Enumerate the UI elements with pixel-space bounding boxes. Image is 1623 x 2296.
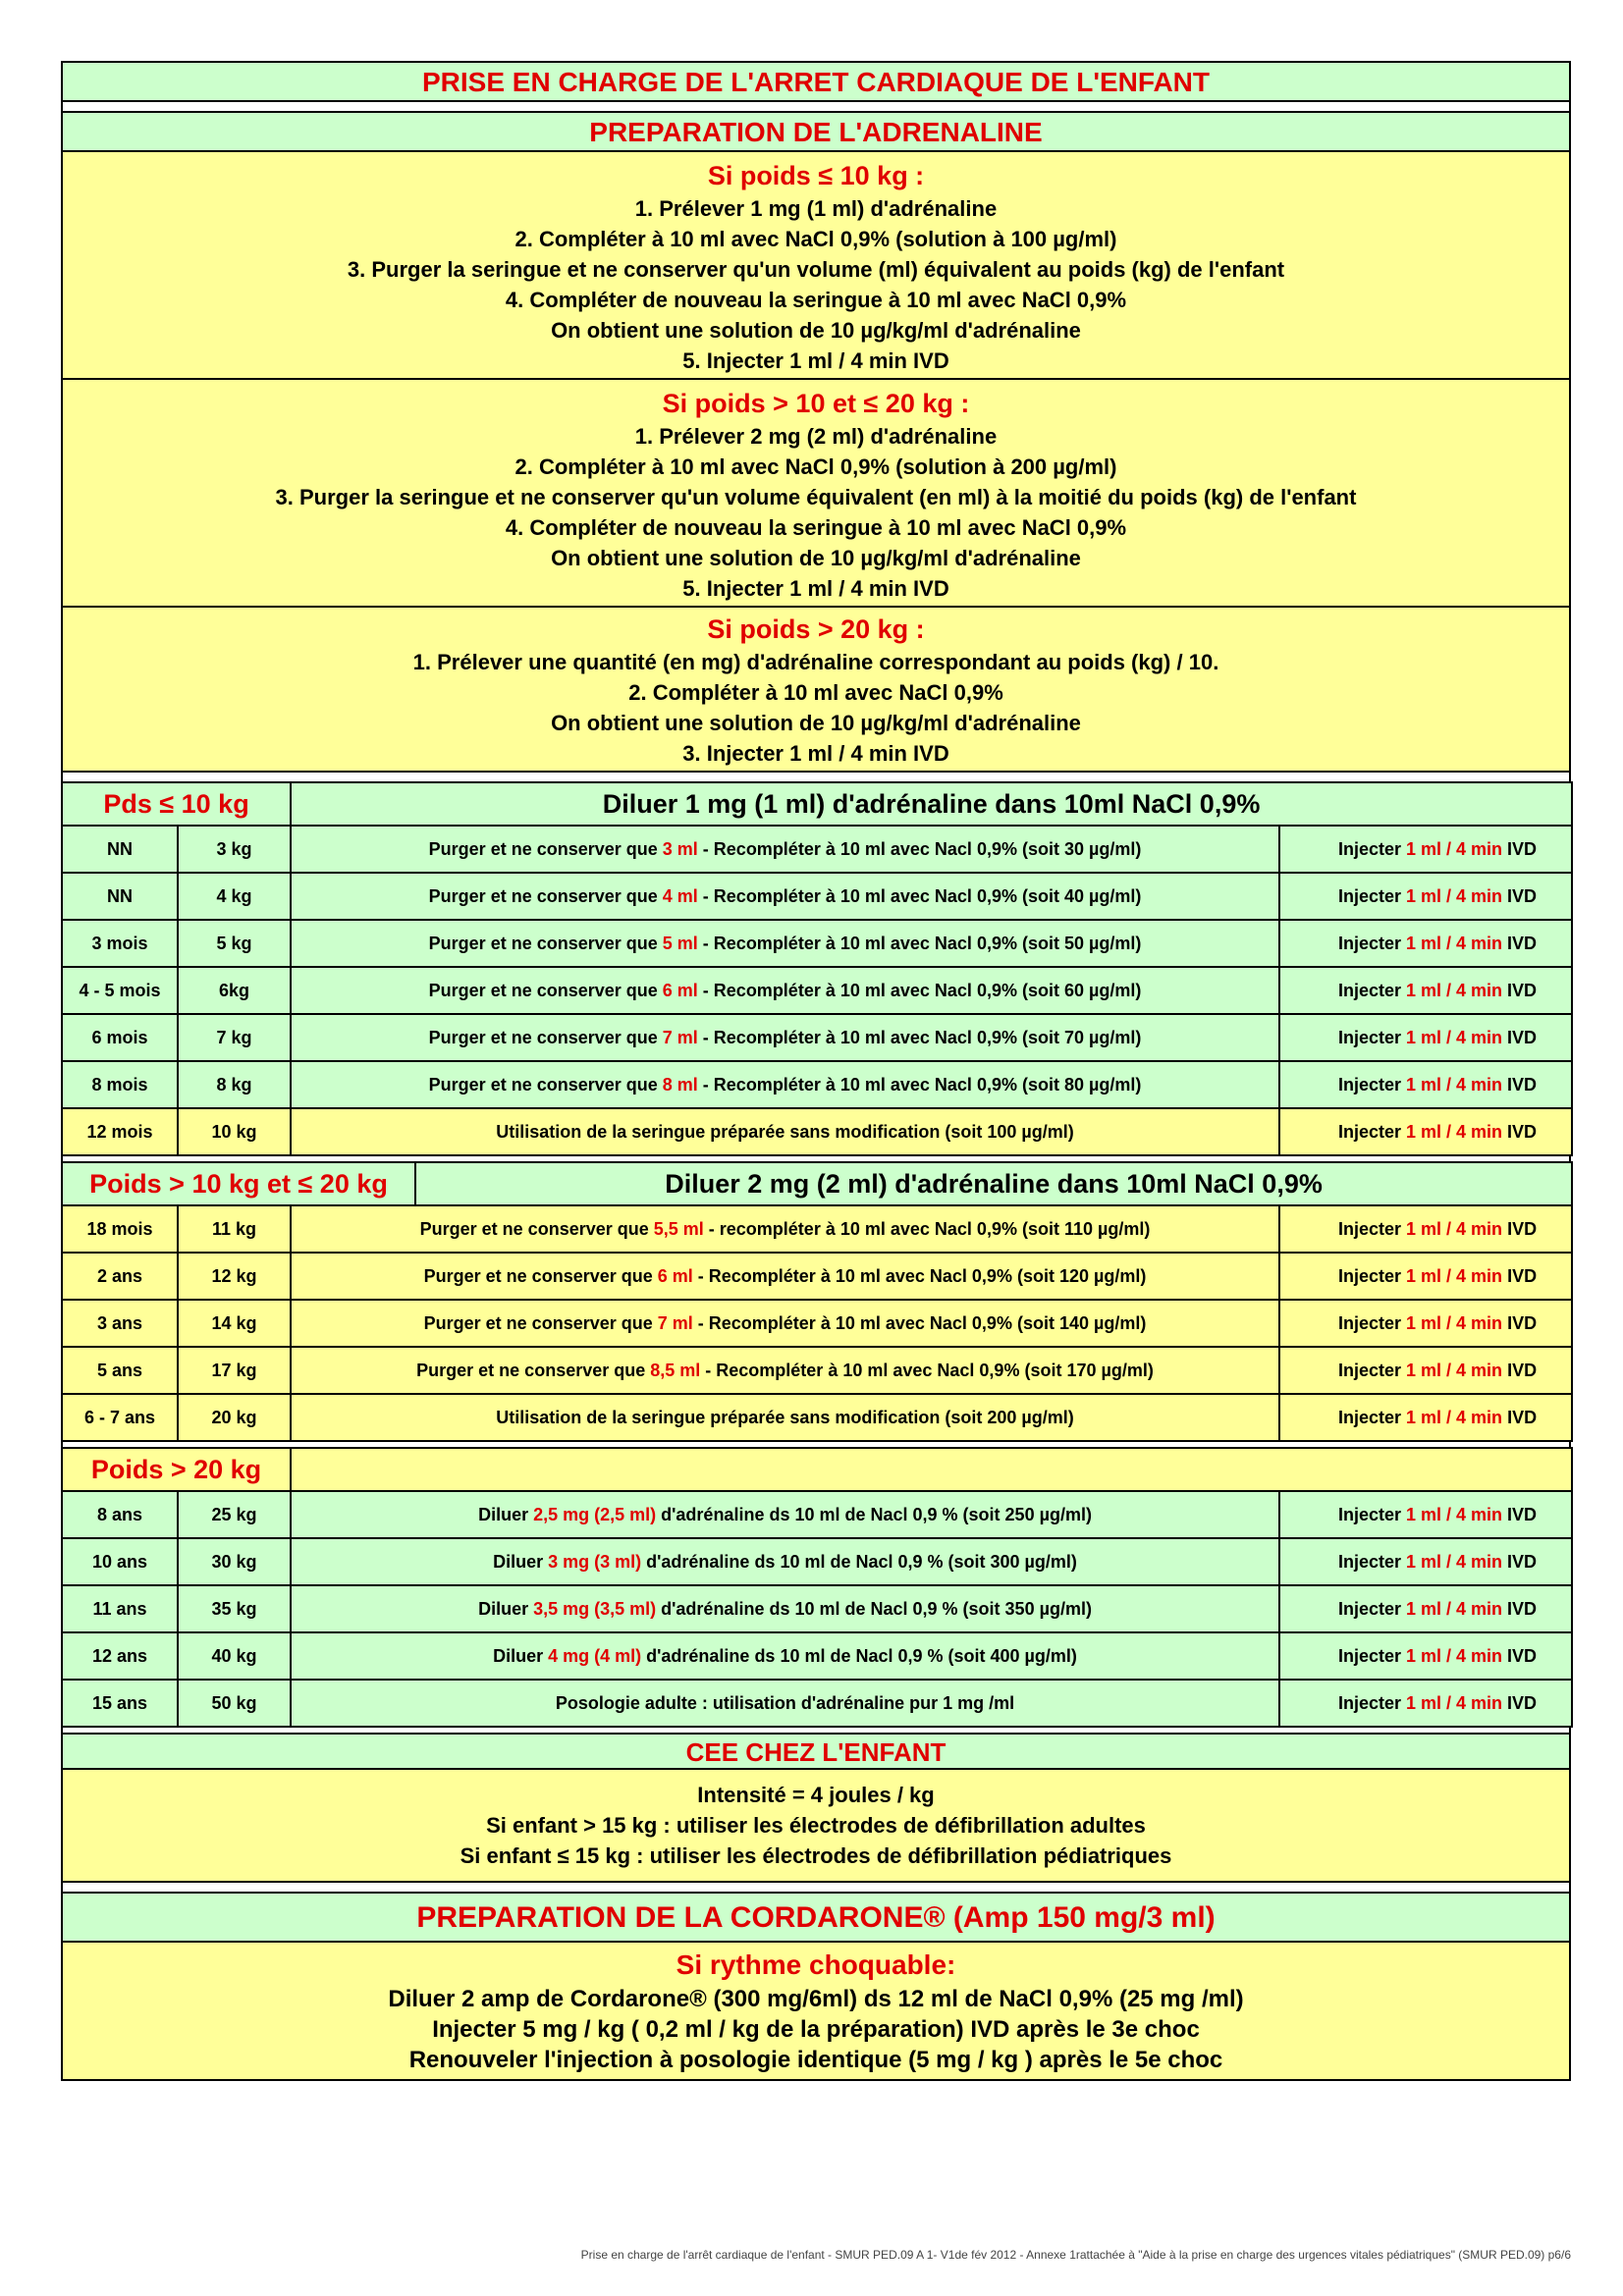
cordarone-title: PREPARATION DE LA CORDARONE® (Amp 150 mg/3 ml) <box>61 1892 1571 1943</box>
weight-cell: 3 kg <box>178 826 291 873</box>
inject-cell <box>1279 920 1572 967</box>
table-row <box>62 1538 1572 1585</box>
instruction-cell <box>291 920 1279 967</box>
document-page <box>61 61 1571 2081</box>
dose-highlight: 1 ml / 4 min <box>1406 885 1503 906</box>
inject-cell <box>1279 826 1572 873</box>
dose-highlight: 1 ml / 4 min <box>1406 1265 1503 1286</box>
age-cell: 6 - 7 ans <box>62 1394 178 1441</box>
weight-cell: 14 kg <box>178 1300 291 1347</box>
inject-cell <box>1279 1491 1572 1538</box>
instruction-text: IVD <box>1502 1074 1538 1095</box>
instruction-text: Purger et ne conserver que <box>428 838 663 859</box>
inject-cell <box>1279 1538 1572 1585</box>
section-line: 2. Compléter à 10 ml avec NaCl 0,9% (solution à 200 µg/ml) <box>514 454 1117 479</box>
cee-line: Si enfant ≤ 15 kg : utiliser les électrodes de défibrillation pédiatriques <box>460 1843 1172 1868</box>
dose-highlight: 4 mg (4 ml) <box>548 1645 642 1666</box>
instruction-text: IVD <box>1502 1692 1538 1713</box>
dose-highlight: 3,5 mg (3,5 ml) <box>533 1598 657 1619</box>
instruction-text: Injecter <box>1337 1027 1406 1047</box>
instruction-text: - Recompléter à 10 ml avec Nacl 0,9% (soit 60 µg/ml) <box>697 980 1142 1000</box>
dose-highlight: 2,5 mg (2,5 ml) <box>533 1504 657 1524</box>
section-heading: Si poids ≤ 10 kg : <box>707 161 925 190</box>
instruction-text: - Recompléter à 10 ml avec Nacl 0,9% (soit 140 µg/ml) <box>692 1312 1147 1333</box>
instruction-cell <box>291 1538 1279 1585</box>
section-heading: Si poids > 10 et ≤ 20 kg : <box>662 389 970 418</box>
dose-highlight: 1 ml / 4 min <box>1406 1504 1503 1524</box>
dose-highlight: 1 ml / 4 min <box>1406 1121 1503 1142</box>
instruction-text: IVD <box>1502 933 1538 953</box>
dose-highlight: 1 ml / 4 min <box>1406 1645 1503 1666</box>
section-line: 5. Injecter 1 ml / 4 min IVD <box>682 576 949 601</box>
section-line: 4. Compléter de nouveau la seringue à 10 ml avec NaCl 0,9% <box>505 288 1127 312</box>
dosage-table-gt-20kg <box>61 1447 1573 1728</box>
age-cell: 3 ans <box>62 1300 178 1347</box>
dilution-label: Diluer 2 mg (2 ml) d'adrénaline dans 10ml NaCl 0,9% <box>415 1162 1572 1205</box>
instruction-text: Utilisation de la seringue préparée sans modification (soit 100 µg/ml) <box>496 1121 1074 1142</box>
dose-highlight: 1 ml / 4 min <box>1406 1598 1503 1619</box>
instruction-text: - Recompléter à 10 ml avec Nacl 0,9% (soit 120 µg/ml) <box>692 1265 1147 1286</box>
weight-cell: 5 kg <box>178 920 291 967</box>
cordarone-box <box>61 1943 1571 2081</box>
instruction-text: Injecter <box>1337 1312 1407 1333</box>
section-line: On obtient une solution de 10 µg/kg/ml d'adrénaline <box>551 318 1081 343</box>
dose-highlight: 1 ml / 4 min <box>1406 838 1503 859</box>
weight-cell: 40 kg <box>178 1632 291 1680</box>
instruction-cell <box>291 1205 1279 1253</box>
instruction-text: d'adrénaline ds 10 ml de Nacl 0,9 % (soit 250 µg/ml) <box>656 1504 1092 1524</box>
instruction-cell <box>291 1491 1279 1538</box>
group-label: Poids > 10 kg et ≤ 20 kg <box>62 1162 415 1205</box>
section-line: 5. Injecter 1 ml / 4 min IVD <box>682 348 949 373</box>
weight-cell: 20 kg <box>178 1394 291 1441</box>
inject-cell <box>1279 1632 1572 1680</box>
cee-title: CEE CHEZ L'ENFANT <box>61 1733 1571 1770</box>
instruction-text: Injecter <box>1337 1218 1407 1239</box>
weight-cell: 35 kg <box>178 1585 291 1632</box>
instruction-text: Injecter <box>1337 1551 1406 1572</box>
weight-cell: 7 kg <box>178 1014 291 1061</box>
age-cell: 5 ans <box>62 1347 178 1394</box>
instruction-text: Injecter <box>1337 1504 1406 1524</box>
age-cell: 8 mois <box>62 1061 178 1108</box>
table-row <box>62 1061 1572 1108</box>
instruction-text: Injecter <box>1337 1265 1407 1286</box>
inject-cell <box>1279 1253 1572 1300</box>
age-cell: 4 - 5 mois <box>62 967 178 1014</box>
instruction-text: Diluer <box>493 1551 549 1572</box>
instruction-text: IVD <box>1502 1504 1538 1524</box>
instruction-text: IVD <box>1502 1645 1538 1666</box>
dosage-table-le-10kg <box>61 781 1573 1156</box>
inject-cell <box>1279 1108 1572 1155</box>
section-line: 3. Injecter 1 ml / 4 min IVD <box>682 741 949 766</box>
age-cell: 3 mois <box>62 920 178 967</box>
dilution-label <box>291 1448 1572 1491</box>
age-cell: NN <box>62 873 178 920</box>
instruction-text: Purger et ne conserver que <box>428 1074 663 1095</box>
dose-highlight: 1 ml / 4 min <box>1406 1074 1503 1095</box>
cee-box <box>61 1770 1571 1883</box>
table-row <box>62 1347 1572 1394</box>
instruction-text: - Recompléter à 10 ml avec Nacl 0,9% (soit 50 µg/ml) <box>697 933 1142 953</box>
dose-highlight: 8 ml <box>662 1074 698 1095</box>
instruction-text: d'adrénaline ds 10 ml de Nacl 0,9 % (soit 350 µg/ml) <box>656 1598 1092 1619</box>
separator <box>61 1883 1571 1892</box>
dose-highlight: 1 ml / 4 min <box>1406 933 1503 953</box>
table-row <box>62 1253 1572 1300</box>
dose-highlight: 1 ml / 4 min <box>1406 1312 1503 1333</box>
instruction-text: Injecter <box>1337 1360 1407 1380</box>
dosage-table-10-20kg <box>61 1161 1573 1442</box>
weight-cell: 12 kg <box>178 1253 291 1300</box>
instruction-text: Injecter <box>1337 1692 1406 1713</box>
instruction-text: Injecter <box>1337 1598 1406 1619</box>
weight-cell: 8 kg <box>178 1061 291 1108</box>
inject-cell <box>1279 1014 1572 1061</box>
instruction-text: IVD <box>1502 1218 1538 1239</box>
inject-cell <box>1279 1347 1572 1394</box>
adrenaline-section-2 <box>61 380 1571 608</box>
instruction-cell <box>291 1253 1279 1300</box>
instruction-cell <box>291 1061 1279 1108</box>
dose-highlight: 3 ml <box>662 838 698 859</box>
cordarone-line: Injecter 5 mg / kg ( 0,2 ml / kg de la préparation) IVD après le 3e choc <box>432 2016 1200 2043</box>
instruction-text: Utilisation de la seringue préparée sans modification (soit 200 µg/ml) <box>496 1407 1074 1427</box>
table-row <box>62 1632 1572 1680</box>
weight-cell: 11 kg <box>178 1205 291 1253</box>
instruction-text: - Recompléter à 10 ml avec Nacl 0,9% (soit 70 µg/ml) <box>697 1027 1142 1047</box>
instruction-text: Diluer <box>478 1504 534 1524</box>
age-cell: 10 ans <box>62 1538 178 1585</box>
section-line: 2. Compléter à 10 ml avec NaCl 0,9% (solution à 100 µg/ml) <box>514 227 1117 251</box>
weight-cell: 25 kg <box>178 1491 291 1538</box>
table-row <box>62 920 1572 967</box>
section-line: 4. Compléter de nouveau la seringue à 10 ml avec NaCl 0,9% <box>505 515 1127 540</box>
instruction-text: IVD <box>1502 1598 1538 1619</box>
instruction-text: IVD <box>1502 1121 1538 1142</box>
inject-cell <box>1279 1300 1572 1347</box>
instruction-text: IVD <box>1502 838 1538 859</box>
instruction-text: Purger et ne conserver que <box>423 1312 658 1333</box>
instruction-text: - Recompléter à 10 ml avec Nacl 0,9% (soit 30 µg/ml) <box>697 838 1142 859</box>
instruction-cell <box>291 1014 1279 1061</box>
instruction-cell <box>291 967 1279 1014</box>
instruction-text: d'adrénaline ds 10 ml de Nacl 0,9 % (soit 400 µg/ml) <box>641 1645 1077 1666</box>
section-line: 3. Purger la seringue et ne conserver qu'un volume (ml) équivalent au poids (kg) de l'enfant <box>347 257 1285 282</box>
instruction-text: - Recompléter à 10 ml avec Nacl 0,9% (soit 170 µg/ml) <box>700 1360 1154 1380</box>
instruction-text: Purger et ne conserver que <box>419 1218 654 1239</box>
dose-highlight: 6 ml <box>657 1265 693 1286</box>
cee-line: Intensité = 4 joules / kg <box>697 1783 935 1807</box>
instruction-cell <box>291 826 1279 873</box>
instruction-text: Injecter <box>1337 885 1406 906</box>
instruction-cell <box>291 1394 1279 1441</box>
dose-highlight: 1 ml / 4 min <box>1406 980 1503 1000</box>
instruction-text: Injecter <box>1337 933 1406 953</box>
cordarone-line: Diluer 2 amp de Cordarone® (300 mg/6ml) ds 12 ml de NaCl 0,9% (25 mg /ml) <box>388 1986 1244 2012</box>
page-title: PRISE EN CHARGE DE L'ARRET CARDIAQUE DE L'ENFANT <box>61 61 1571 102</box>
table-row <box>62 1394 1572 1441</box>
section-line: 3. Purger la seringue et ne conserver qu'un volume équivalent (en ml) à la moitié du poids (kg) de l'enfant <box>275 485 1357 509</box>
instruction-text: IVD <box>1502 1407 1538 1427</box>
table-row <box>62 1585 1572 1632</box>
section-heading: Si poids > 20 kg : <box>707 614 925 644</box>
section-line: 2. Compléter à 10 ml avec NaCl 0,9% <box>628 680 1003 705</box>
cee-line: Si enfant > 15 kg : utiliser les électrodes de défibrillation adultes <box>486 1813 1146 1838</box>
inject-cell <box>1279 1394 1572 1441</box>
weight-cell: 10 kg <box>178 1108 291 1155</box>
section-line: 1. Prélever une quantité (en mg) d'adrénaline correspondant au poids (kg) / 10. <box>412 650 1219 674</box>
instruction-text: d'adrénaline ds 10 ml de Nacl 0,9 % (soit 300 µg/ml) <box>641 1551 1077 1572</box>
instruction-text: IVD <box>1502 1027 1538 1047</box>
inject-cell <box>1279 1205 1572 1253</box>
separator <box>61 102 1571 111</box>
inject-cell <box>1279 1680 1572 1727</box>
separator <box>61 773 1571 781</box>
group-label: Poids > 20 kg <box>62 1448 291 1491</box>
section-line: On obtient une solution de 10 µg/kg/ml d'adrénaline <box>551 711 1081 735</box>
instruction-text: - Recompléter à 10 ml avec Nacl 0,9% (soit 40 µg/ml) <box>697 885 1142 906</box>
adrenaline-prep-title: PREPARATION DE L'ADRENALINE <box>61 111 1571 152</box>
inject-cell <box>1279 873 1572 920</box>
table-row <box>62 873 1572 920</box>
dose-highlight: 3 mg (3 ml) <box>548 1551 642 1572</box>
instruction-cell <box>291 1300 1279 1347</box>
table-row <box>62 967 1572 1014</box>
section-line: 1. Prélever 1 mg (1 ml) d'adrénaline <box>634 196 998 221</box>
table-row <box>62 1108 1572 1155</box>
instruction-text: Purger et ne conserver que <box>428 885 663 906</box>
table-row <box>62 1014 1572 1061</box>
dose-highlight: 5,5 ml <box>653 1218 704 1239</box>
dilution-label: Diluer 1 mg (1 ml) d'adrénaline dans 10ml NaCl 0,9% <box>291 782 1572 826</box>
cordarone-heading: Si rythme choquable: <box>676 1949 956 1980</box>
dose-highlight: 7 ml <box>657 1312 693 1333</box>
section-line: On obtient une solution de 10 µg/kg/ml d'adrénaline <box>551 546 1081 570</box>
table-row <box>62 1491 1572 1538</box>
adrenaline-section-1 <box>61 152 1571 380</box>
age-cell: 2 ans <box>62 1253 178 1300</box>
weight-cell: 17 kg <box>178 1347 291 1394</box>
instruction-cell <box>291 1347 1279 1394</box>
inject-cell <box>1279 1061 1572 1108</box>
instruction-cell <box>291 1585 1279 1632</box>
instruction-cell <box>291 1108 1279 1155</box>
dose-highlight: 7 ml <box>662 1027 698 1047</box>
instruction-text: Injecter <box>1337 838 1406 859</box>
table-row <box>62 1680 1572 1727</box>
age-cell: 8 ans <box>62 1491 178 1538</box>
instruction-text: Purger et ne conserver que <box>428 1027 663 1047</box>
instruction-text: Diluer <box>478 1598 534 1619</box>
dose-highlight: 1 ml / 4 min <box>1406 1360 1503 1380</box>
age-cell: 12 mois <box>62 1108 178 1155</box>
group-label: Pds ≤ 10 kg <box>62 782 291 826</box>
section-line: 1. Prélever 2 mg (2 ml) d'adrénaline <box>634 424 998 449</box>
dose-highlight: 8,5 ml <box>650 1360 701 1380</box>
instruction-cell <box>291 873 1279 920</box>
instruction-cell <box>291 1680 1279 1727</box>
age-cell: 11 ans <box>62 1585 178 1632</box>
dose-highlight: 1 ml / 4 min <box>1406 1692 1503 1713</box>
table-row <box>62 1205 1572 1253</box>
instruction-text: Injecter <box>1337 1645 1406 1666</box>
instruction-text: - recompléter à 10 ml avec Nacl 0,9% (soit 110 µg/ml) <box>703 1218 1151 1239</box>
adrenaline-section-3 <box>61 608 1571 773</box>
instruction-text: IVD <box>1502 1360 1538 1380</box>
instruction-text: Injecter <box>1337 980 1406 1000</box>
age-cell: NN <box>62 826 178 873</box>
instruction-text: IVD <box>1502 980 1538 1000</box>
dose-highlight: 1 ml / 4 min <box>1406 1027 1503 1047</box>
instruction-text: Purger et ne conserver que <box>423 1265 658 1286</box>
table-row <box>62 826 1572 873</box>
instruction-text: IVD <box>1502 1265 1538 1286</box>
instruction-text: IVD <box>1502 1312 1538 1333</box>
age-cell: 12 ans <box>62 1632 178 1680</box>
instruction-text: Purger et ne conserver que <box>428 980 663 1000</box>
inject-cell <box>1279 967 1572 1014</box>
instruction-text: Purger et ne conserver que <box>416 1360 651 1380</box>
weight-cell: 4 kg <box>178 873 291 920</box>
instruction-text: IVD <box>1502 1551 1538 1572</box>
dose-highlight: 1 ml / 4 min <box>1406 1407 1503 1427</box>
instruction-text: IVD <box>1502 885 1538 906</box>
instruction-text: Injecter <box>1337 1121 1406 1142</box>
table-row <box>62 1300 1572 1347</box>
instruction-text: Injecter <box>1337 1074 1406 1095</box>
dose-highlight: 5 ml <box>662 933 698 953</box>
page-footer: Prise en charge de l'arrêt cardiaque de l'enfant - SMUR PED.09 A 1- V1de fév 2012 - Annexe 1rattachée à "Aide à la prise en charge des urgences vitales pédiatriques" (SMUR PED.09) p6/6 <box>580 2248 1571 2262</box>
instruction-text: Diluer <box>493 1645 549 1666</box>
weight-cell: 50 kg <box>178 1680 291 1727</box>
instruction-cell <box>291 1632 1279 1680</box>
weight-cell: 30 kg <box>178 1538 291 1585</box>
age-cell: 6 mois <box>62 1014 178 1061</box>
cordarone-line: Renouveler l'injection à posologie identique (5 mg / kg ) après le 5e choc <box>408 2047 1223 2073</box>
instruction-text: - Recompléter à 10 ml avec Nacl 0,9% (soit 80 µg/ml) <box>697 1074 1142 1095</box>
dose-highlight: 1 ml / 4 min <box>1406 1551 1503 1572</box>
age-cell: 18 mois <box>62 1205 178 1253</box>
instruction-text: Posologie adulte : utilisation d'adrénaline pur 1 mg /ml <box>555 1692 1015 1713</box>
instruction-text: Injecter <box>1337 1407 1407 1427</box>
weight-cell: 6kg <box>178 967 291 1014</box>
dose-highlight: 6 ml <box>662 980 698 1000</box>
dose-highlight: 1 ml / 4 min <box>1406 1218 1503 1239</box>
age-cell: 15 ans <box>62 1680 178 1727</box>
dose-highlight: 4 ml <box>662 885 698 906</box>
inject-cell <box>1279 1585 1572 1632</box>
instruction-text: Purger et ne conserver que <box>428 933 663 953</box>
